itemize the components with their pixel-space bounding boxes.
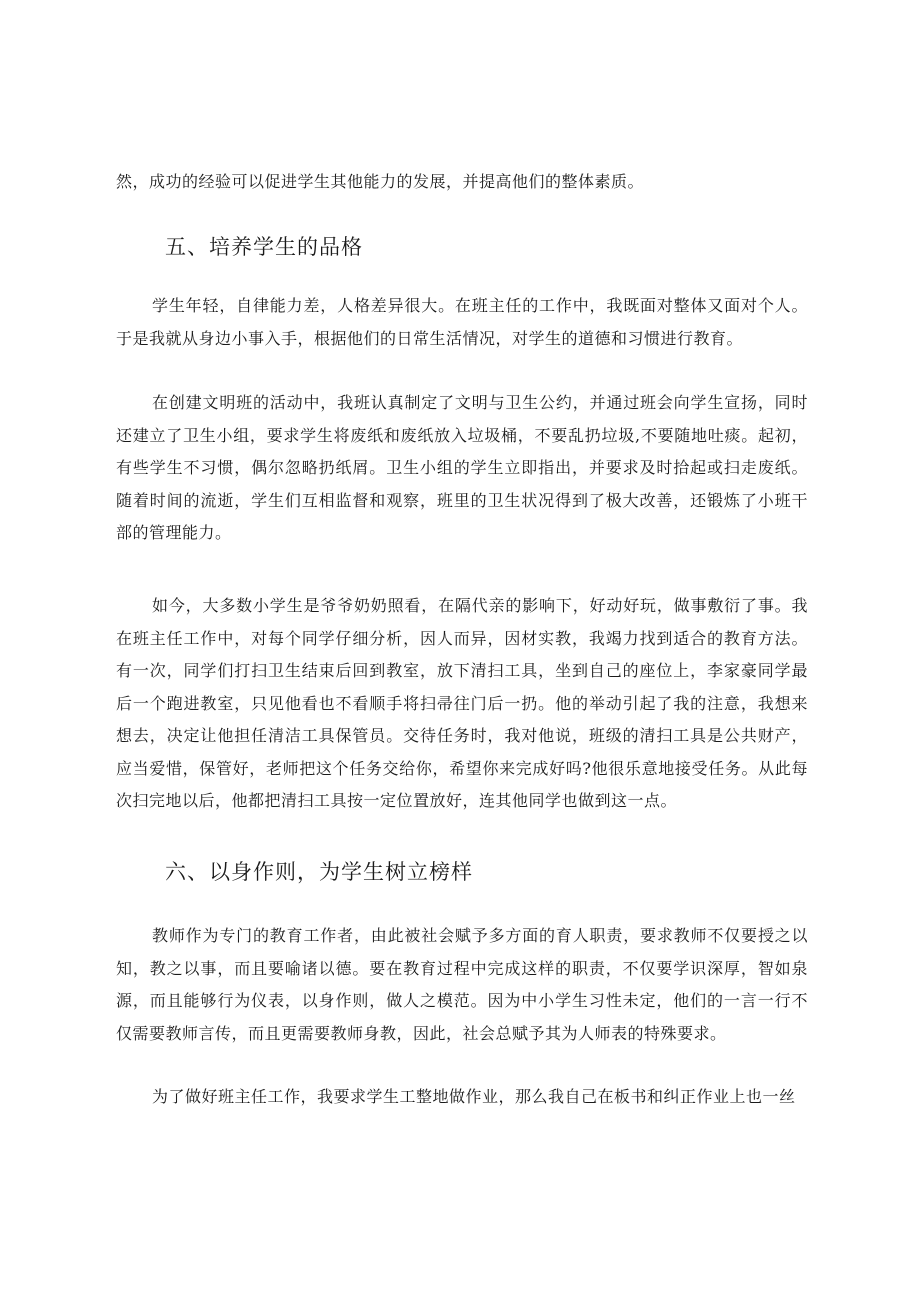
paragraph-homework: 为了做好班主任工作，我要求学生工整地做作业，那么我自己在板书和纠正作业上也一丝: [152, 1087, 796, 1106]
section-heading-5: 五、培养学生的品格: [165, 235, 363, 259]
paragraph-civilized-class: 在创建文明班的活动中，我班认真制定了文明与卫生公约，并通过班会向学生宣扬，同时还建立了卫生小组，要求学生将废纸和废纸放入垃圾桶，不要乱扔垃圾,不要随地吐痰。起初，有些学生不习惯，偶尔忽略扔纸屑。卫生小组的学生立即指出，并要求及时拾起或扫走废纸。随着时间的流逝，学生们互相监督和观察，班里的卫生状况得到了极大改善，还锻炼了小班干部的管理能力。: [116, 393, 808, 542]
paragraph-grandparents: 如今，大多数小学生是爷爷奶奶照看，在隔代亲的影响下，好动好玩，做事敷衍了事。我在班主任工作中，对每个同学仔细分析，因人而异，因材实教，我竭力找到适合的教育方法。有一次，同学们打扫卫生结束后回到教室，放下清扫工具，坐到自己的座位上，李家豪同学最后一个跑进教室，只见他看也不看顺手将扫帚往门后一扔。他的举动引起了我的注意，我想来想去，决定让他担任清洁工具保管员。交待任务时，我对他说，班级的清扫工具是公共财产，应当爱惜，保管好，老师把这个任务交给你，希望你来完成好吗?他很乐意地接受任务。从此每次扫完地以后，他都把清扫工具按一定位置放好，连其他同学也做到这一点。: [116, 596, 808, 810]
paragraph-teacher-role: 教师作为专门的教育工作者，由此被社会赋予多方面的育人职责，要求教师不仅要授之以知，教之以事，而且要喻诸以德。要在教育过程中完成这样的职责，不仅要学识深厚，智如泉源，而且能够行为仪表，以身作则，做人之模范。因为中小学生习性未定，他们的一言一行不仅需要教师言传，而且更需要教师身教，因此，社会总赋予其为人师表的特殊要求。: [116, 926, 808, 1043]
section-heading-6: 六、以身作则，为学生树立榜样: [165, 860, 473, 884]
paragraph-character-intro: 学生年轻，自律能力差，人格差异很大。在班主任的工作中，我既面对整体又面对个人。于是我就从身边小事入手，根据他们的日常生活情况，对学生的道德和习惯进行教育。: [116, 296, 808, 348]
paragraph-continuation: 然，成功的经验可以促进学生其他能力的发展，并提高他们的整体素质。: [116, 172, 645, 191]
